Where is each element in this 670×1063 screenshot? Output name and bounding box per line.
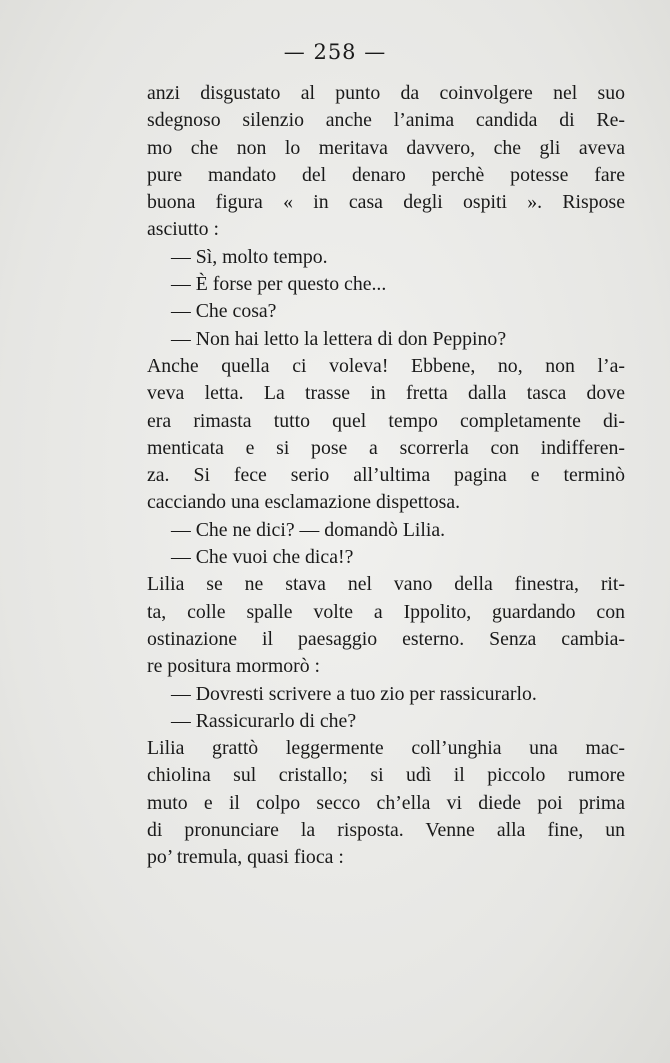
text-line: asciutto : xyxy=(147,218,219,241)
text-line: chiolina sul cristallo; si udì il piccolo rumore xyxy=(147,764,625,787)
text-line: ostinazione il paesaggio esterno. Senza cambia- xyxy=(147,627,625,650)
text-line: cacciando una esclamazione dispettosa. xyxy=(147,491,461,514)
text-line: di pronunciare la risposta. Venne alla fine, un xyxy=(147,819,625,842)
text-line: — Non hai letto la lettera di don Peppino? xyxy=(171,327,507,350)
text-line: po’ tremula, quasi fioca : xyxy=(147,846,344,869)
text-line: — Rassicurarlo di che? xyxy=(171,709,357,732)
text-line: sdegnoso silenzio anche l’anima candida di Re- xyxy=(147,109,625,132)
text-line: — Sì, molto tempo. xyxy=(171,245,328,268)
text-line: menticata e si pose a scorrerla con indifferen- xyxy=(147,436,625,459)
text-line: — Che ne dici? — domandò Lilia. xyxy=(171,518,446,541)
text-line: muto e il colpo secco ch’ella vi diede poi prima xyxy=(147,791,625,814)
text-line: re positura mormorò : xyxy=(147,655,321,678)
text-line: anzi disgustato al punto da coinvolgere nel suo xyxy=(147,82,625,104)
text-line: — È forse per questo che... xyxy=(171,273,387,296)
text-line: — Che vuoi che dica!? xyxy=(171,546,354,569)
text-line: ta, colle spalle volte a Ippolito, guardando con xyxy=(147,600,625,623)
text-line: — Dovresti scrivere a tuo zio per rassicurarlo. xyxy=(171,682,537,705)
text-line: — Che cosa? xyxy=(171,300,277,323)
text-line: pure mandato del denaro perchè potesse fare xyxy=(147,163,625,186)
text-line: buona figura « in casa degli ospiti ». Rispose xyxy=(147,191,625,214)
text-line: Lilia se ne stava nel vano della finestra, rit- xyxy=(147,573,625,596)
text-line: mo che non lo meritava davvero, che gli aveva xyxy=(147,136,625,159)
page-number: — 258 — xyxy=(283,40,387,64)
body-text xyxy=(147,80,625,872)
text-line: Lilia grattò leggermente coll’unghia una mac- xyxy=(147,737,625,760)
text-line: era rimasta tutto quel tempo completamente di- xyxy=(147,409,625,432)
text-line: Anche quella ci voleva! Ebbene, no, non l’a- xyxy=(147,354,625,377)
text-line: veva letta. La trasse in fretta dalla tasca dove xyxy=(147,382,625,405)
text-line: za. Si fece serio all’ultima pagina e terminò xyxy=(147,464,625,487)
